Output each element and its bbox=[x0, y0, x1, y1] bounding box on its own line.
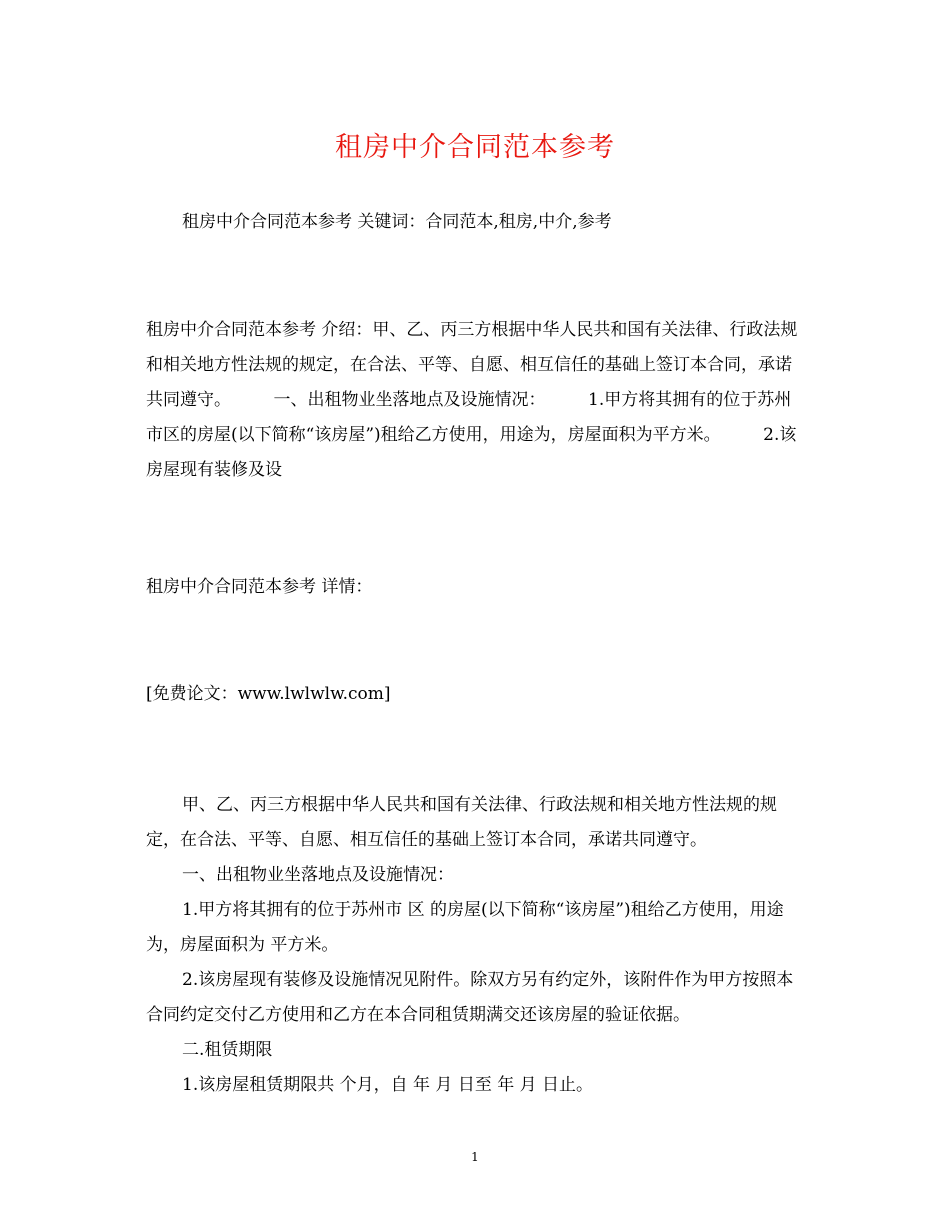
body-paragraph: 二.租赁期限 bbox=[182, 1040, 273, 1060]
keywords-line bbox=[146, 205, 806, 240]
contract-body bbox=[146, 788, 806, 1103]
body-paragraph: 1.该房屋租赁期限共 个月，自 年 月 日至 年 月 日止。 bbox=[182, 1075, 594, 1095]
details-heading-text: 租房中介合同范本参考 详情： bbox=[146, 577, 373, 597]
page-number: 1 bbox=[471, 1150, 479, 1164]
body-paragraph: 甲、乙、丙三方根据中华人民共和国有关法律、行政法规和相关地方性法规的规定，在合法、平等、自愿、相互信任的基础上签订本合同，承诺共同遵守。 bbox=[146, 795, 777, 850]
body-paragraph: 一、出租物业坐落地点及设施情况： bbox=[182, 865, 454, 885]
keywords-text: 租房中介合同范本参考 关键词：合同范本,租房,中介,参考 bbox=[182, 212, 612, 232]
source-note-text: [免费论文：www.lwlwlw.com] bbox=[146, 684, 391, 704]
source-note bbox=[146, 677, 806, 712]
body-paragraph: 1.甲方将其拥有的位于苏州市 区 的房屋(以下简称“该房屋”)租给乙方使用，用途为，房屋面积为 平方米。 bbox=[146, 900, 784, 955]
details-heading bbox=[146, 570, 806, 605]
intro-paragraph bbox=[146, 313, 806, 488]
body-paragraph: 2.该房屋现有装修及设施情况见附件。除双方另有约定外，该附件作为甲方按照本合同约定交付乙方使用和乙方在本合同租赁期满交还该房屋的验证依据。 bbox=[146, 970, 794, 1025]
intro-text: 租房中介合同范本参考 介绍：甲、乙、丙三方根据中华人民共和国有关法律、行政法规和相关地方性法规的规定，在合法、平等、自愿、相互信任的基础上签订本合同，承诺共同遵守。 一、出租物业坐落地点及设施情况： 1.甲方将其拥有的位于苏州市区的房屋(以下简称“该房屋”)租给乙方使用，用途为，房屋面积为平方米。 2.该房屋现有装修及设 bbox=[146, 320, 798, 480]
document-title: 租房中介合同范本参考 bbox=[335, 132, 615, 163]
